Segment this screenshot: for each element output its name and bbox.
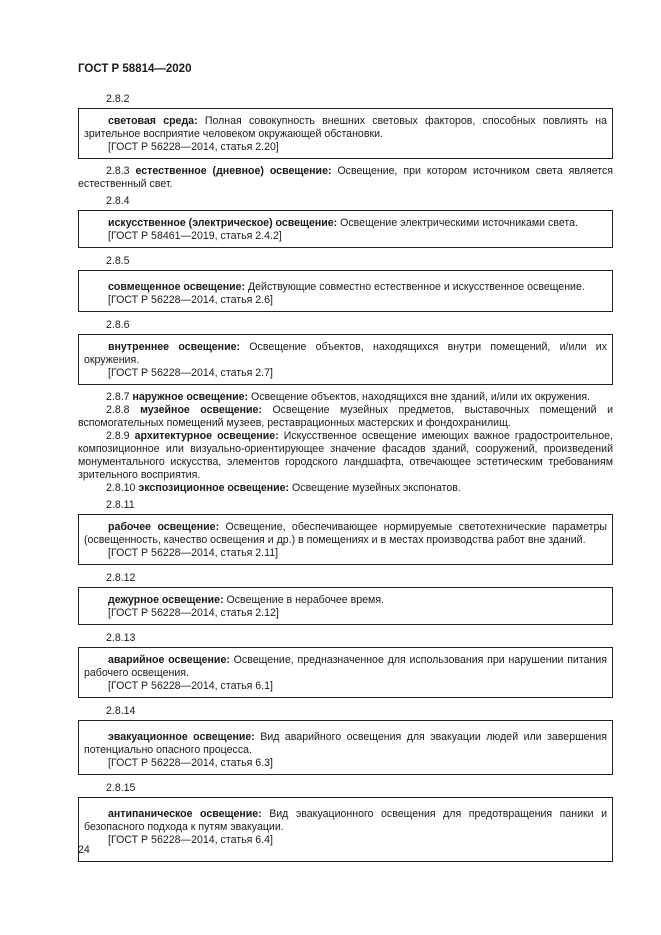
- definition: Полная совокупность внешних световых факторов, способных повлиять на зрительное восприятие человеком окружающей обстановки.: [84, 115, 607, 140]
- definition-paragraph: [78, 404, 613, 430]
- term: экспозиционное освещение:: [138, 482, 290, 494]
- definition-paragraph: [78, 391, 613, 404]
- definition: Искусственное освещение имеющих важное градостроительное, композиционное или визуально-ориентирующее значение фасадов зданий, сооружений, произведений монументального искусства, элементов городского ландшафта, отвечающее эстетическим требованиям зрительного восприятия.: [78, 430, 613, 481]
- reference: [ГОСТ Р 56228—2014, статья 6.1]: [108, 680, 273, 692]
- term: внутреннее освещение:: [108, 341, 241, 353]
- reference: [ГОСТ Р 56228—2014, статья 6.4]: [108, 834, 273, 846]
- definition-paragraph: [78, 482, 613, 495]
- reference: [ГОСТ Р 56228—2014, статья 2.11]: [108, 547, 279, 559]
- definition-box: [78, 334, 613, 385]
- definition-box: [78, 647, 613, 698]
- definition: Освещение, обеспечивающее нормируемые светотехнические параметры (освещенность, качество освещения и др.) в помещениях и в местах производства работ вне зданий.: [84, 521, 608, 546]
- term: искусственное (электрическое) освещение:: [108, 217, 338, 229]
- definition-box: [78, 108, 613, 159]
- term: рабочее освещение:: [108, 521, 220, 533]
- definition: Освещение электрическими источниками света.: [337, 217, 578, 229]
- term: световая среда:: [108, 115, 198, 127]
- reference: [ГОСТ Р 58461—2019, статья 2.4.2]: [108, 230, 282, 242]
- term: естественное (дневное) освещение:: [135, 165, 332, 177]
- entry-number: 2.8.6: [106, 319, 130, 331]
- definition: Вид аварийного освещения для эвакуации людей или завершения потенциально опасного процесса.: [84, 731, 607, 756]
- reference: [ГОСТ Р 56228—2014, статья 2.7]: [108, 367, 273, 379]
- term: аварийное освещение:: [108, 654, 230, 666]
- definition: Освещение в нерабочее время.: [223, 594, 384, 606]
- reference: [ГОСТ Р 56228—2014, статья 6.3]: [108, 757, 273, 769]
- entry-number: 2.8.13: [106, 632, 136, 644]
- entry-number: 2.8.15: [106, 782, 136, 794]
- page-content: [78, 92, 613, 868]
- definition: Освещение объектов, находящихся внутри помещений, и/или их окружения.: [84, 341, 607, 366]
- definition: Освещение объектов, находящихся вне зданий, и/или их окружения.: [248, 391, 591, 403]
- definition: Действующие совместно естественное и искусственное освещение.: [245, 281, 585, 293]
- entry-number: 2.8.14: [106, 705, 136, 717]
- reference: [ГОСТ Р 56228—2014, статья 2.12]: [108, 607, 279, 619]
- entry-number: 2.8.12: [106, 572, 136, 584]
- definition: Освещение, при котором источником света является естественный свет.: [78, 165, 613, 190]
- term: наружное освещение:: [132, 391, 249, 403]
- entry-number: 2.8.2: [106, 93, 130, 105]
- definition-paragraph: [78, 430, 613, 482]
- entry-number: 2.8.11: [106, 499, 135, 511]
- definition-box: [78, 720, 613, 775]
- entry-number: 2.8.9: [106, 430, 130, 442]
- term: совмещенное освещение:: [108, 281, 246, 293]
- entry-number: 2.8.5: [106, 255, 130, 267]
- definition: Освещение музейных экспонатов.: [289, 482, 461, 494]
- term: архитектурное освещение:: [134, 430, 279, 442]
- definition-box: [78, 210, 613, 248]
- entry-number: 2.8.4: [106, 195, 130, 207]
- reference: [ГОСТ Р 56228—2014, статья 2.6]: [108, 294, 273, 306]
- definition: Освещение музейных предметов, выставочных помещений и вспомогательных помещений музеев, реставрационных мастерских и фондохранилищ.: [78, 404, 613, 429]
- term: эвакуационное освещение:: [108, 731, 255, 743]
- page-number: 24: [78, 844, 90, 856]
- definition: Освещение, предназначенное для использования при нарушении питания рабочего освещения.: [84, 654, 607, 679]
- term: музейное освещение:: [140, 404, 262, 416]
- entry-number: 2.8.7: [106, 391, 130, 403]
- definition-box: [78, 514, 613, 565]
- term: дежурное освещение:: [108, 594, 224, 606]
- definition-box: [78, 587, 613, 625]
- entry-number: 2.8.8: [106, 404, 130, 416]
- entry-number: 2.8.3: [106, 165, 130, 177]
- definition-paragraph: [78, 165, 613, 191]
- document-header: ГОСТ Р 58814—2020: [78, 63, 192, 75]
- definition: Вид эвакуационного освещения для предотвращения паники и безопасного подхода к путям эвакуации.: [84, 808, 608, 833]
- entry-number: 2.8.10: [106, 482, 136, 494]
- definition-box: [78, 797, 613, 862]
- term: антипаническое освещение:: [108, 808, 262, 820]
- definition-box: [78, 270, 613, 312]
- reference: [ГОСТ Р 56228—2014, статья 2.20]: [108, 141, 279, 153]
